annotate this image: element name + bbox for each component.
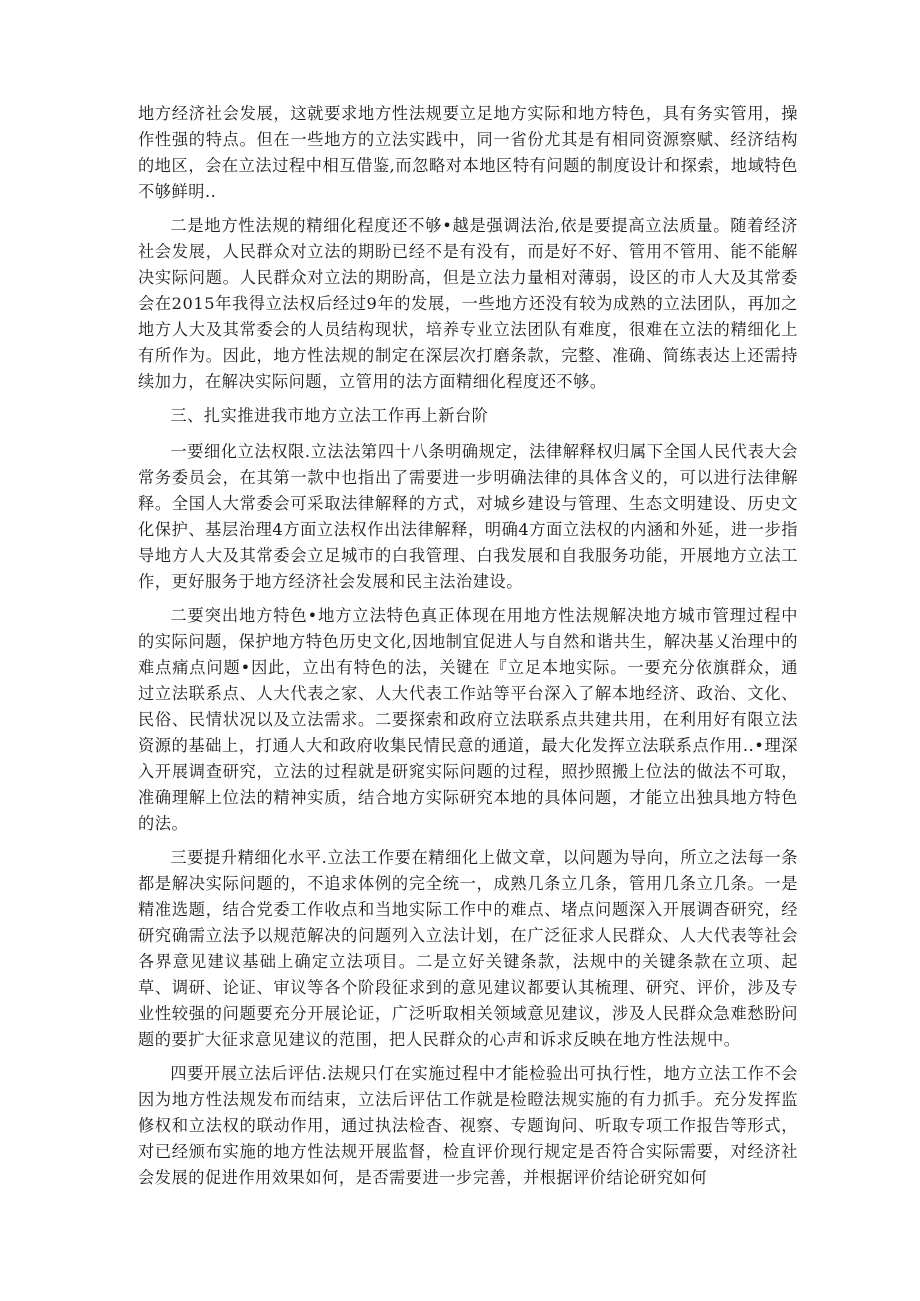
paragraph-refinement-level: 三要提升精细化水平.立法工作要在精细化上做文章，以问题为导向，所立之法每一条都是解决实际问题的，不追求体例的完全统一，成熟几条立几条，管用几条立几条。一是精准选题，结合党委工作收点和当地实际工作中的难点、堵点问题深入开展调杳研究，经研究确需立法予以规范解决的问题列入立法计划，在广泛征求人民群众、人大代表等社会各界意见建议基础上确定立法项目。二是立好关键条款，法规中的关键条款在立项、起草、调研、论证、审议等各个阶段征求到的意见建议都要认其梳理、研究、评价，涉及专业性较强的问题要充分开展论证，广泛听取相关领域意见建议，涉及人民群众急难愁盼问题的要扩大征求意见建议的范围，把人民群众的心声和诉求反映在地方性法规中。 [138,848,798,1049]
paragraph-local-characteristics: 二要突出地方特色•地方立法特色真正体现在用地方性法规解决地方城市管理过程中的实际问题，保护地方特色历史文化,因地制宜促进人与自然和谐共生，解决基乂治理中的难点痛点问题•因此，立出有特色的法，关键在『立足本地实际。一要充分依旗群众，通过立法联系点、人大代表之家、人大代表工作站等平台深入了解本地经济、政治、文化、民俗、民情状况以及立法需求。二要探索和政府立法联系点共建共用，在利用好有限立法资源的基础上，打通人大和政府收集民情民意的通道，最大化发挥立法联系点作用..•理深入开展调查研究，立法的过程就是研窕实际问题的过程，照抄照搬上位法的做法不可取，准确理解上位法的精神实质，结合地方实际研究本地的具体问题，才能立出独具地方特色的法。 [138,606,798,833]
paragraph-refine-legislative-authority: 一要细化立法权限.立法法第四十八条明确规定，法律解释权归属下全国人民代表大会常务委员会，在其第一款中也指出了需要进一步明确法律的具体含义的，可以进行法律解释。全国人大常委会可采取法律解释的方式，对城乡建设与管理、生态文明建设、历史文化保护、基层治理4方面立法权作出法律解释，明确4方面立法权的内涵和外延，进一步指导地方人大及其常委会立足城市的白我管理、白我发展和自我服务功能，开展地方立法工作，更好服务于地方经济社会发展和民主法治建设。 [138,442,798,591]
paragraph-point-two: 二是地方性法规的精细化程度还不够•越是强调法治,依是要提高立法质量。随着经济社会发展，人民群众对立法的期盼已经不是有没有，而是好不好、管用不管用、能不能解决实际问题。人民群众对立法的期盼高，但是立法力量相对薄弱，设区的市人大及其常委会在2015年我得立法权后经过9年的发展，一些地方还没有较为成熟的立法团队，再加之地方人大及其常委会的人员结构现状，培养专业立法团队有难度，很难在立法的精细化上有所作为。因此，地方性法规的制定在深层次打磨条款，完整、准确、简练表达上还需持续加力，在解决实际问题，立管用的法方面精细化程度还不够。 [138,216,798,391]
paragraph-post-legislative-evaluation: 四要开展立法后评估.法规只仃在实施过程中才能检验出可执行性，地方立法工作不会因为地方性法规发布而结束，立法后评估工作就是检瞪法规实施的有力抓手。充分发挥监修权和立法权的联动作用，通过执法检杳、视察、专题询问、听取专项工作报告等形式，对已经颁布实施的地方性法规开展监督，检直评价现行规定是否符合实际需要，对经济社会发展的促进作用效果如何，是否需要进一步完善，并根据评价结论研究如何 [138,1064,798,1187]
section-heading-three: 三、扎实推进我市地方立法工作再上新台阶 [170,406,489,425]
paragraph-continuation: 地方经济社会发展，这就要求地方性法规要立足地方实际和地方特色，具有务实管用，操作性强的特点。但在一些地方的立法实践中，同一省份尤其是有相同资源察赋、经济结构的地区，会在立法过程中相互借鉴,而忽略对本地区特有问题的制度设计和探索，地域特色不够鲜明.. [138,104,798,201]
document-page [138,101,798,1199]
